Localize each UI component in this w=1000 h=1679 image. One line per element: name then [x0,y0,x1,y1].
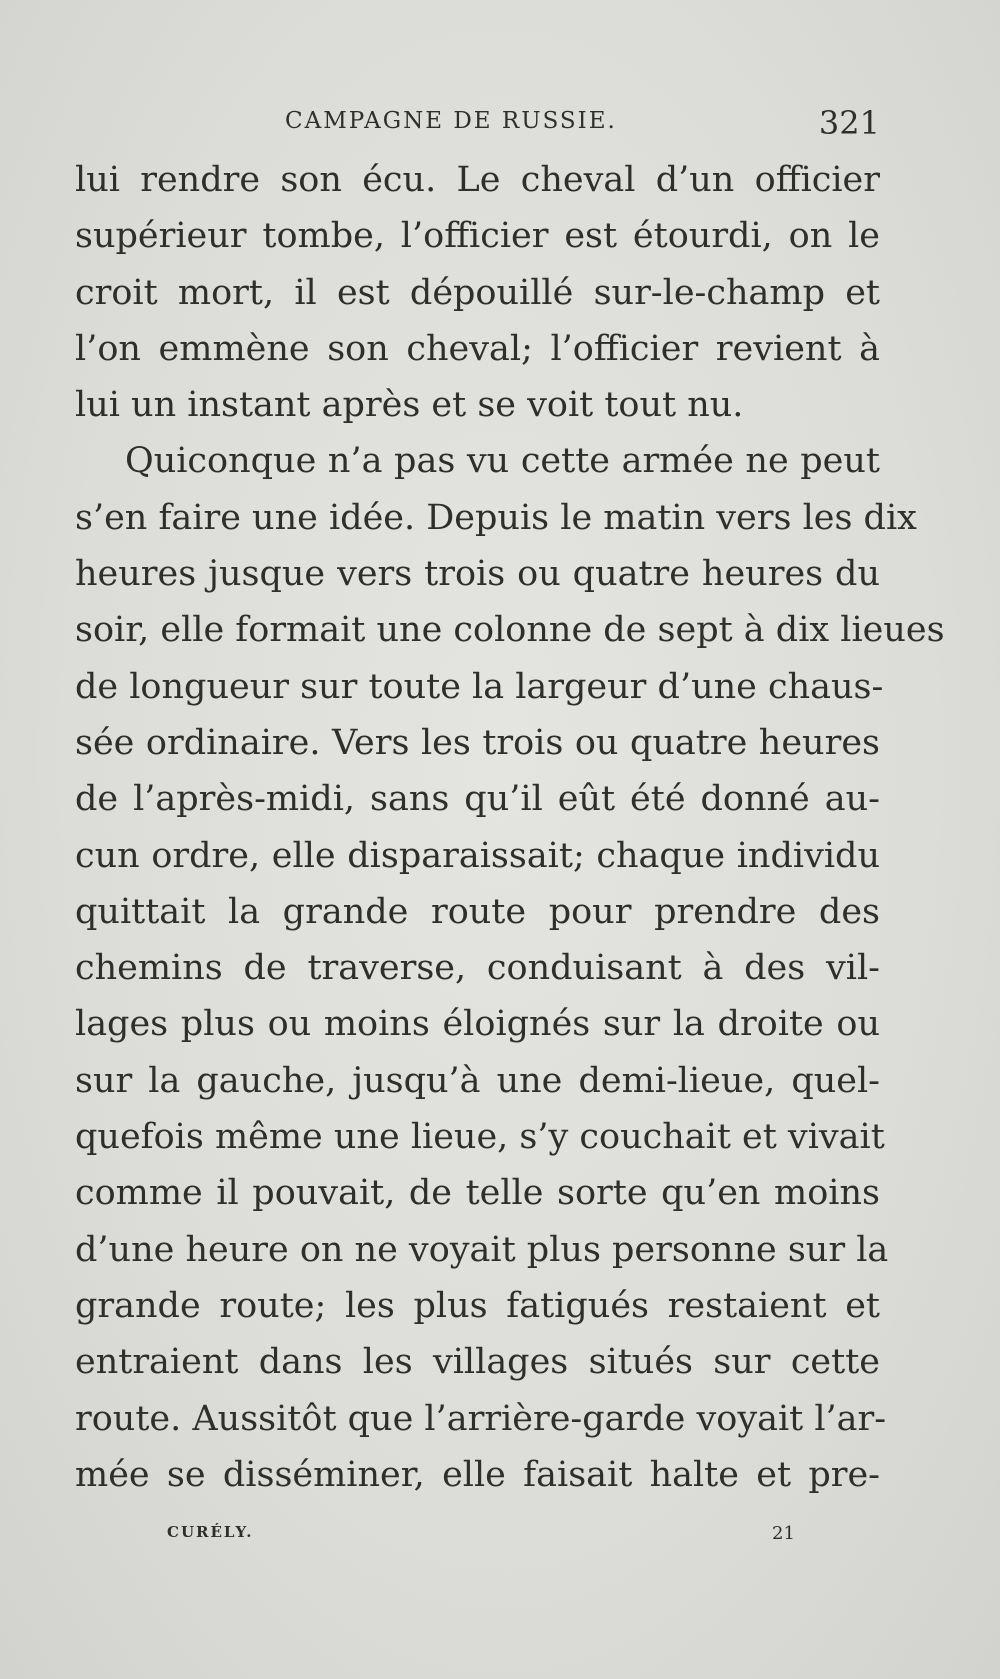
signature-footer [75,1523,880,1553]
text-line: croit mort, il est dépouillé sur-le-champ et [75,272,880,313]
text-line: supérieur tombe, l’officier est étourdi, on le [75,216,880,257]
text-line: lages plus ou moins éloignés sur la droite ou [75,1004,880,1045]
body-text [75,152,945,1503]
text-line: d’une heure on ne voyait plus personne sur la [75,1229,889,1270]
text-line: lui un instant après et se voit tout nu. [75,385,744,426]
signature-number: 21 [772,1523,795,1544]
page-number: 321 [818,104,880,142]
text-line: quefois même une lieue, s’y couchait et vivait [75,1117,885,1158]
text-line: l’on emmène son cheval; l’officier revient à [75,328,880,369]
running-title: CAMPAGNE DE RUSSIE. [285,108,617,134]
text-line: cun ordre, elle disparaissait; chaque individu [75,835,880,876]
text-line: Quiconque n’a pas vu cette armée ne peut [125,441,880,482]
text-line: de longueur sur toute la largeur d’une chaus- [75,666,884,707]
text-line: de l’après-midi, sans qu’il eût été donné au- [75,779,880,820]
text-line: quittait la grande route pour prendre des [75,891,880,932]
text-line: heures jusque vers trois ou quatre heures du [75,554,880,595]
text-line: sée ordinaire. Vers les trois ou quatre heures [75,722,880,763]
text-line: mée se disséminer, elle faisait halte et pre- [75,1454,880,1495]
text-line: lui rendre son écu. Le cheval d’un officier [75,160,880,200]
text-line: entraient dans les villages situés sur cette [75,1342,880,1383]
text-line: chemins de traverse, conduisant à des vil- [75,948,880,989]
text-line: comme il pouvait, de telle sorte qu’en moins [75,1173,880,1214]
text-line: route. Aussitôt que l’arrière-garde voyait l’ar- [75,1398,887,1439]
text-line: soir, elle formait une colonne de sept à dix lieues [75,610,945,651]
running-head [75,104,880,144]
signature-mark: CURÉLY. [167,1523,254,1541]
text-line: grande route; les plus fatigués restaient et [75,1285,880,1326]
text-line: sur la gauche, jusqu’à une demi-lieue, quel- [75,1060,880,1101]
text-line: s’en faire une idée. Depuis le matin vers les dix [75,497,917,538]
